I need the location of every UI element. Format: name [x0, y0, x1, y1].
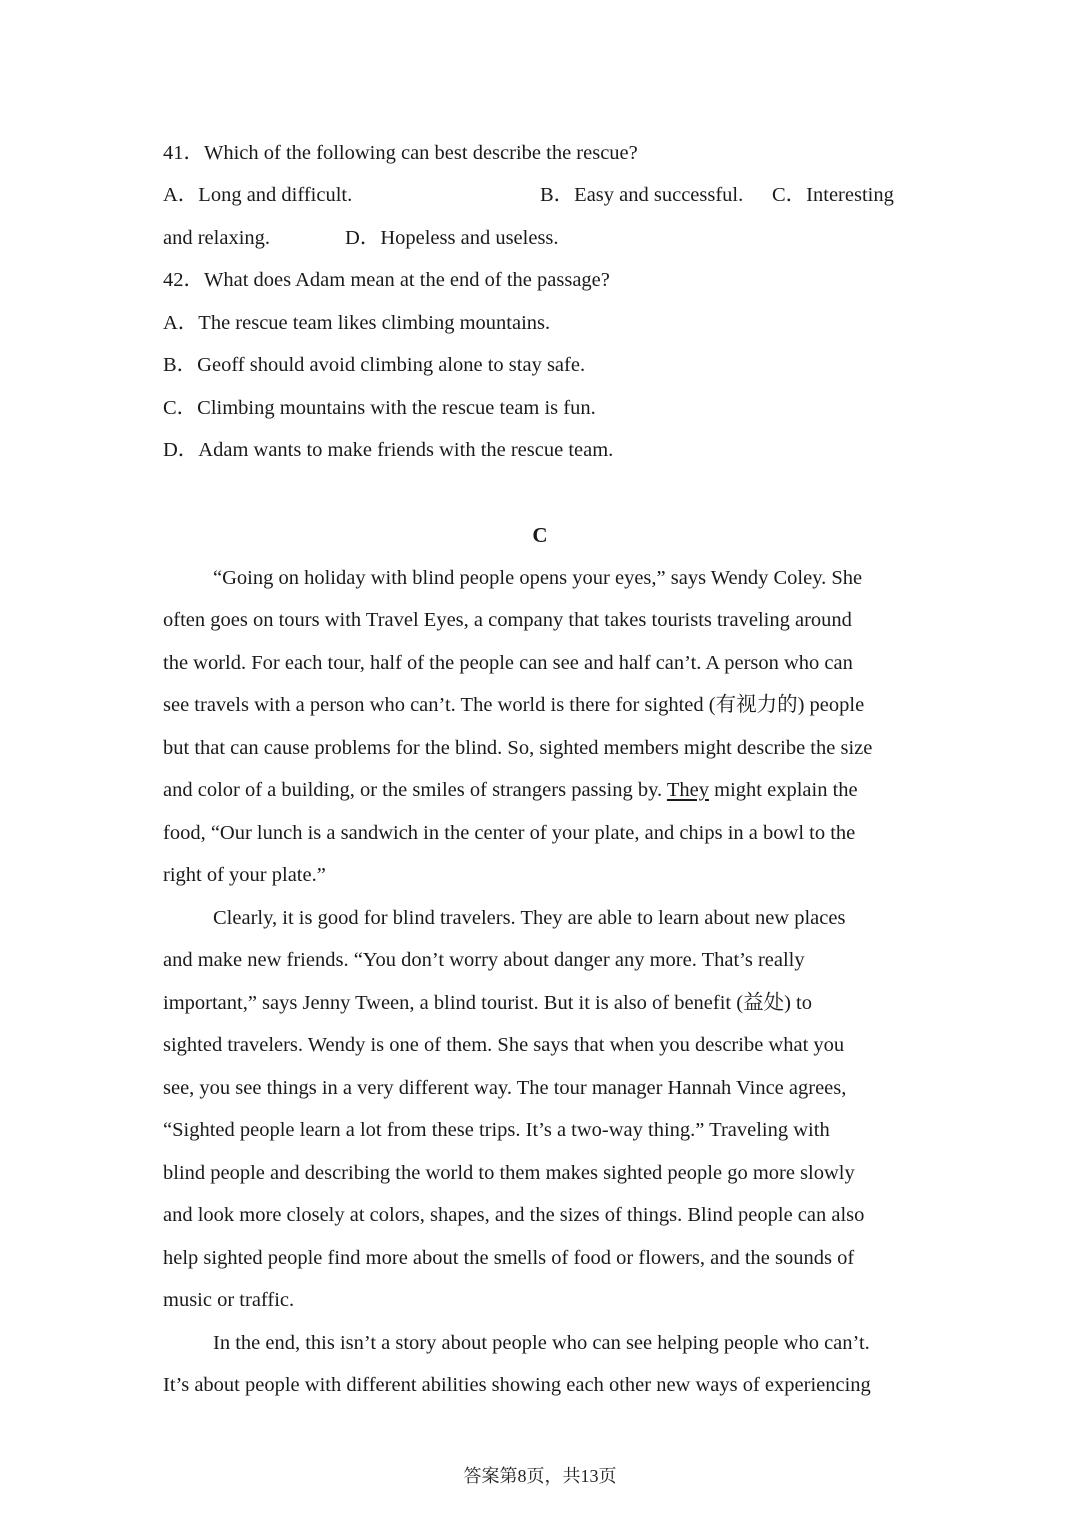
passage-line: Clearly, it is good for blind travelers. They are able to learn about new places	[213, 907, 846, 929]
passage-line: help sighted people find more about the smells of food or flowers, and the sounds of	[163, 1247, 855, 1269]
question-41-option-c-continued: and relaxing.	[163, 227, 271, 249]
passage-line: food, “Our lunch is a sandwich in the center of your plate, and chips in a bowl to the	[163, 822, 856, 844]
underlined-word-they: They	[666, 779, 710, 801]
question-42-option-b: B．Geoff should avoid climbing alone to stay safe.	[163, 354, 586, 376]
question-42-stem: 42．What does Adam mean at the end of the passage?	[163, 269, 610, 291]
passage-line: see travels with a person who can’t. The world is there for sighted (有视力的) people	[163, 694, 865, 716]
page-footer: 答案第8页，共13页	[463, 1466, 617, 1486]
passage-line: the world. For each tour, half of the people can see and half can’t. A person who can	[163, 652, 853, 674]
passage-line: see, you see things in a very different way. The tour manager Hannah Vince agrees,	[163, 1077, 847, 1099]
passage-text: might explain the	[709, 779, 858, 801]
passage-line: sighted travelers. Wendy is one of them. She says that when you describe what you	[163, 1034, 845, 1056]
question-42-option-d: D．Adam wants to make friends with the rescue team.	[163, 439, 614, 461]
question-42-option-a: A．The rescue team likes climbing mountains.	[163, 312, 551, 334]
question-41-option-a: A．Long and difficult.	[163, 184, 353, 206]
passage-line: often goes on tours with Travel Eyes, a company that takes tourists traveling around	[163, 609, 852, 631]
passage-line: “Going on holiday with blind people opens your eyes,” says Wendy Coley. She	[213, 567, 863, 589]
question-41-option-b: B．Easy and successful.	[540, 184, 744, 206]
passage-line: “Sighted people learn a lot from these trips. It’s a two-way thing.” Traveling with	[163, 1119, 830, 1141]
passage-line: blind people and describing the world to them makes sighted people go more slowly	[163, 1162, 855, 1184]
question-41-option-d: D．Hopeless and useless.	[345, 227, 559, 249]
question-42-option-c: C．Climbing mountains with the rescue team is fun.	[163, 397, 596, 419]
section-heading: C	[532, 523, 548, 547]
passage-text: and color of a building, or the smiles of strangers passing by.	[163, 779, 663, 801]
passage-line: but that can cause problems for the blind. So, sighted members might describe the size	[163, 737, 873, 759]
question-41-stem: 41．Which of the following can best describe the rescue?	[163, 142, 638, 164]
passage-line: right of your plate.”	[163, 864, 326, 886]
passage-line: and make new friends. “You don’t worry about danger any more. That’s really	[163, 949, 805, 971]
question-41-options-row	[163, 183, 923, 207]
passage-line: In the end, this isn’t a story about people who can see helping people who can’t.	[213, 1332, 870, 1354]
passage-line: music or traffic.	[163, 1289, 295, 1311]
passage-line: It’s about people with different abilities showing each other new ways of experiencing	[163, 1374, 871, 1396]
question-41-options-row-2	[163, 226, 559, 250]
passage-line	[163, 778, 858, 802]
passage-line: and look more closely at colors, shapes, and the sizes of things. Blind people can also	[163, 1204, 865, 1226]
question-41-option-c: C．Interesting	[772, 184, 894, 206]
passage-line: important,” says Jenny Tween, a blind tourist. But it is also of benefit (益处) to	[163, 992, 812, 1014]
